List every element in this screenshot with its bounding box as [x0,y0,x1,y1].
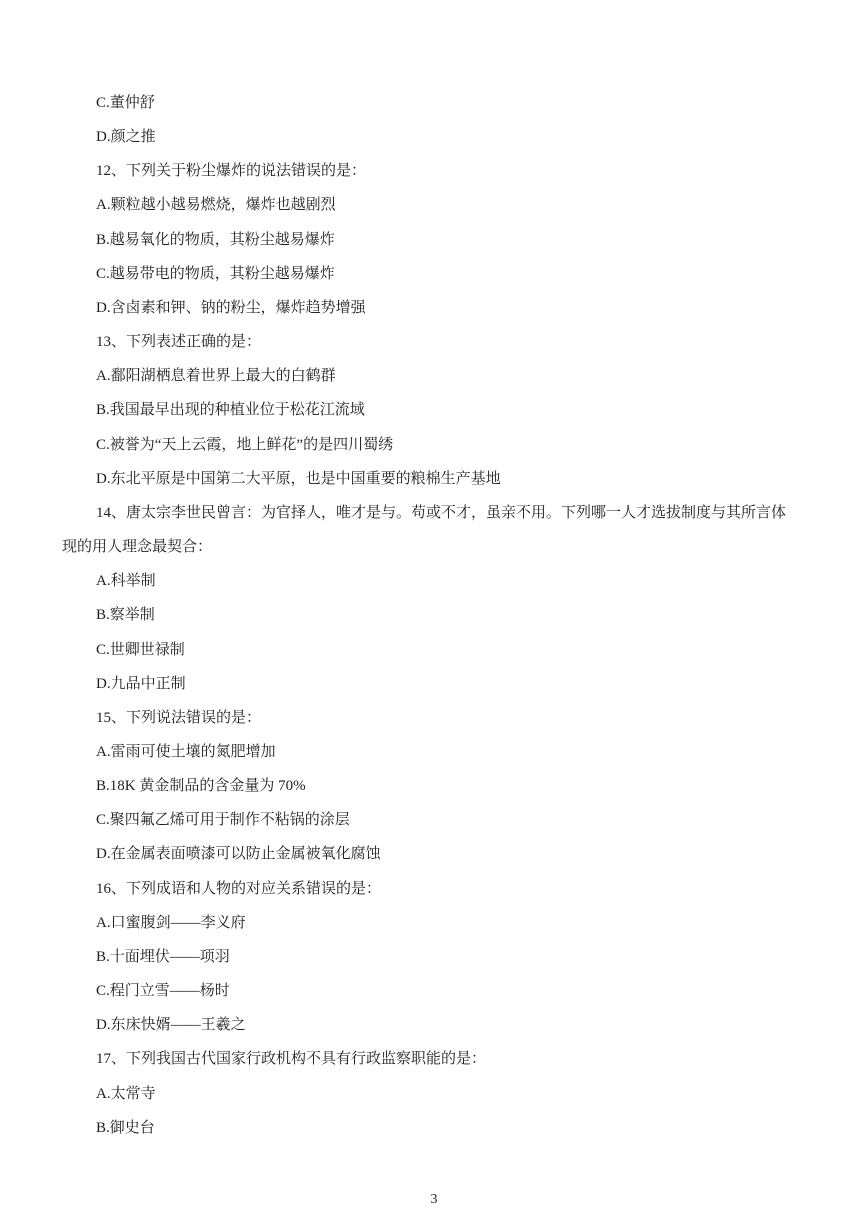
option-12-a: A.颗粒越小越易燃烧，爆炸也越剧烈 [96,197,336,214]
option-17-b: B.御史台 [96,1119,155,1136]
question-12-stem: 12、下列关于粉尘爆炸的说法错误的是： [96,163,367,180]
option-16-a: A.口蜜腹剑——李义府 [96,914,246,931]
option-14-c: C.世卿世禄制 [96,641,185,658]
option-13-b: B.我国最早出现的种植业位于松花江流域 [96,402,365,419]
option-14-d: D.九品中正制 [96,675,186,692]
option-16-b: B.十面埋伏——项羽 [96,948,230,965]
question-13-stem: 13、下列表述正确的是： [96,334,262,351]
option-15-b: B.18K 黄金制品的含金量为 70% [96,778,306,795]
option-14-b: B.察举制 [96,607,155,624]
page-content [0,86,868,1145]
option-11-c: C.董仲舒 [96,95,155,111]
option-15-c: C.聚四氟乙烯可用于制作不粘锅的涂层 [96,812,350,829]
page-number: 3 [430,1192,438,1207]
option-13-c: C.被誉为“天上云霞，地上鲜花”的是四川蜀绣 [96,436,394,453]
option-12-d: D.含卤素和钾、钠的粉尘，爆炸趋势增强 [96,299,366,316]
option-12-c: C.越易带电的物质，其粉尘越易爆炸 [96,265,335,282]
option-15-d: D.在金属表面喷漆可以防止金属被氧化腐蚀 [96,846,381,863]
option-15-a: A.雷雨可使土壤的氮肥增加 [96,743,276,760]
option-13-a: A.鄱阳湖栖息着世界上最大的白鹤群 [96,368,336,385]
option-11-d: D.颜之推 [96,129,156,146]
question-14-stem-line2: 现的用人理念最契合： [62,539,213,556]
option-14-a: A.科举制 [96,573,156,590]
option-16-c: C.程门立雪——杨时 [96,983,230,1000]
question-16-stem: 16、下列成语和人物的对应关系错误的是： [96,880,382,897]
question-15-stem: 15、下列说法错误的是： [96,709,262,726]
option-12-b: B.越易氧化的物质，其粉尘越易爆炸 [96,231,335,248]
option-17-a: A.太常寺 [96,1085,156,1102]
option-13-d: D.东北平原是中国第二大平原，也是中国重要的粮棉生产基地 [96,470,501,487]
question-14-stem-line1: 14、唐太宗李世民曾言：为官择人，唯才是与。苟或不才，虽亲不用。下列哪一人才选拔制度与其所言体 [96,504,787,521]
question-17-stem: 17、下列我国古代国家行政机构不具有行政监察职能的是： [96,1051,487,1068]
option-16-d: D.东床快婿——王羲之 [96,1017,246,1034]
